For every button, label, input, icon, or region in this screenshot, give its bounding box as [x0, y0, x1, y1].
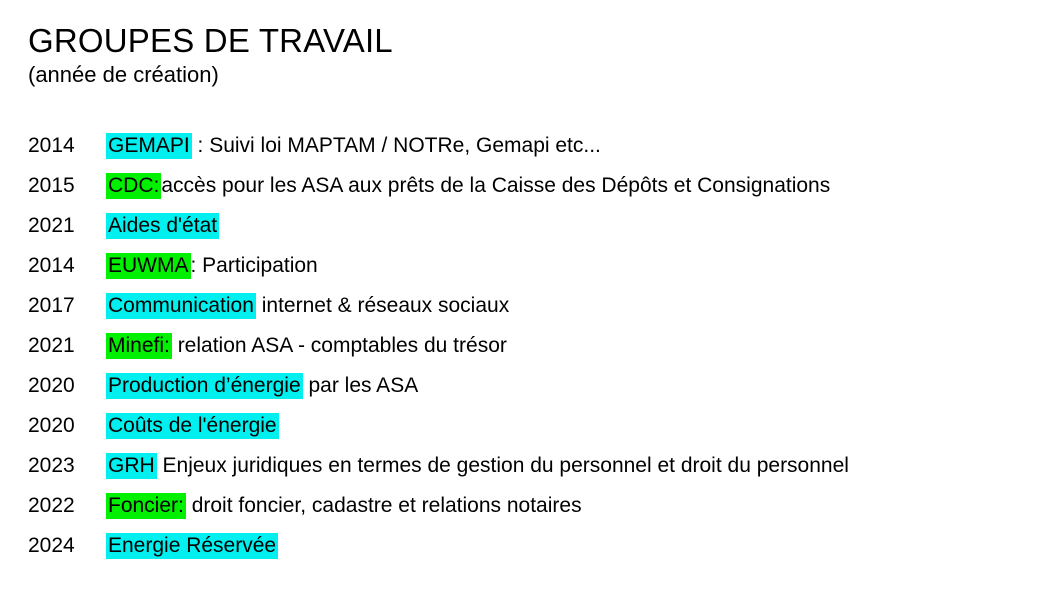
working-group-entry — [106, 406, 279, 446]
working-group-name-highlight: EUWMA — [108, 254, 189, 278]
working-group-name-highlight: Minefi: — [108, 334, 170, 358]
working-group-description: droit foncier, cadastre et relations notaires — [185, 494, 582, 518]
working-group-name-highlight: Energie Réservée — [108, 534, 277, 558]
working-group-entry — [106, 126, 601, 166]
working-group-year: 2015 — [28, 174, 75, 198]
working-group-year: 2021 — [28, 334, 75, 358]
working-group-name-highlight: Coûts de l'énergie — [108, 414, 277, 438]
working-groups-list — [28, 126, 1012, 566]
working-group-row — [28, 126, 1012, 166]
working-group-name-highlight: Production d’énergie — [108, 374, 301, 398]
working-group-description: : Participation — [190, 254, 318, 278]
working-group-year: 2020 — [28, 374, 75, 398]
working-group-entry — [106, 246, 318, 286]
working-group-entry — [106, 486, 582, 526]
working-group-entry — [106, 366, 418, 406]
working-group-name-highlight: CDC: — [108, 174, 160, 198]
working-group-entry — [106, 206, 219, 246]
working-group-name-highlight: Communication — [108, 294, 254, 318]
working-group-year: 2020 — [28, 414, 75, 438]
working-group-description: accès pour les ASA aux prêts de la Caisse des Dépôts et Consignations — [161, 174, 831, 198]
working-group-entry — [106, 526, 278, 566]
page-title: GROUPES DE TRAVAIL — [28, 22, 393, 59]
working-group-year: 2021 — [28, 214, 75, 238]
working-group-description: par les ASA — [302, 374, 419, 398]
working-group-description: Enjeux juridiques en termes de gestion du personnel et droit du personnel — [156, 454, 849, 478]
working-group-name-highlight: GEMAPI — [108, 134, 190, 158]
working-group-year: 2023 — [28, 454, 75, 478]
working-group-year: 2024 — [28, 534, 75, 558]
working-group-row — [28, 206, 1012, 246]
working-group-row — [28, 166, 1012, 206]
working-group-year: 2017 — [28, 294, 75, 318]
working-group-row — [28, 406, 1012, 446]
working-group-description: : Suivi loi MAPTAM / NOTRe, Gemapi etc... — [191, 134, 601, 158]
working-group-description: internet & réseaux sociaux — [255, 294, 510, 318]
working-group-entry — [106, 446, 849, 486]
working-group-year: 2022 — [28, 494, 75, 518]
working-group-year: 2014 — [28, 134, 75, 158]
working-group-description: relation ASA - comptables du trésor — [171, 334, 507, 358]
working-group-row — [28, 526, 1012, 566]
working-group-name-highlight: Foncier: — [108, 494, 184, 518]
working-group-row — [28, 246, 1012, 286]
working-group-entry — [106, 286, 509, 326]
working-group-entry — [106, 326, 507, 366]
working-group-row — [28, 486, 1012, 526]
working-group-entry — [106, 166, 830, 206]
working-group-name-highlight: GRH — [108, 454, 155, 478]
working-group-row — [28, 286, 1012, 326]
working-group-row — [28, 366, 1012, 406]
working-group-row — [28, 326, 1012, 366]
working-group-year: 2014 — [28, 254, 75, 278]
page-subtitle: (année de création) — [28, 61, 219, 87]
working-group-row — [28, 446, 1012, 486]
working-group-name-highlight: Aides d'état — [108, 214, 218, 238]
